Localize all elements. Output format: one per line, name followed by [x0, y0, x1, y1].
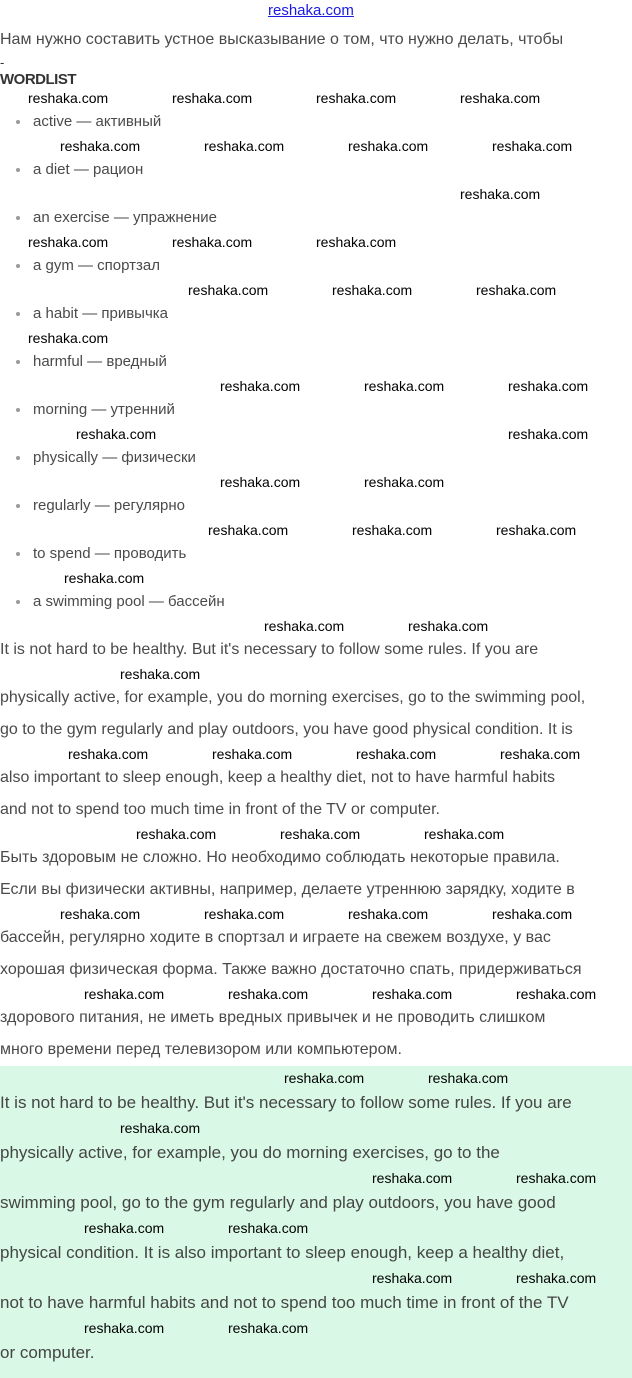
watermark-row	[0, 330, 632, 346]
wordlist-item	[0, 490, 632, 522]
watermark-row	[0, 282, 632, 298]
wordlist-title: WORDLIST	[0, 71, 76, 88]
watermark: reshaka.com	[220, 378, 301, 394]
watermark: reshaka.com	[188, 282, 269, 298]
watermark: reshaka.com	[352, 522, 433, 538]
russian-line: здорового питания, не иметь вредных привычек и не проводить слишком	[0, 1009, 546, 1026]
watermark: reshaka.com	[356, 746, 437, 762]
watermark: reshaka.com	[372, 1170, 453, 1186]
watermark: reshaka.com	[496, 522, 577, 538]
watermark: reshaka.com	[364, 474, 445, 490]
watermark: reshaka.com	[460, 186, 541, 202]
watermark: reshaka.com	[68, 746, 149, 762]
watermark: reshaka.com	[220, 474, 301, 490]
watermark-row	[0, 618, 632, 634]
answer-line: or computer.	[0, 1343, 95, 1362]
russian-line: хорошая физическая форма. Также важно достаточно спать, придерживаться	[0, 961, 582, 978]
bullet-icon	[16, 216, 20, 220]
watermark: reshaka.com	[228, 1320, 309, 1336]
content	[0, 24, 632, 1378]
russian-line: Быть здоровым не сложно. Но необходимо соблюдать некоторые правила.	[0, 849, 560, 866]
watermark-row	[0, 1320, 632, 1336]
watermark-row	[0, 186, 632, 202]
watermark: reshaka.com	[228, 1220, 309, 1236]
watermark-row	[0, 1270, 632, 1286]
english-line: and not to spend too much time in front of the TV or computer.	[0, 801, 440, 818]
wordlist-item-text: physically — физически	[33, 449, 196, 466]
watermark-row	[0, 986, 632, 1002]
watermark: reshaka.com	[476, 282, 557, 298]
watermark: reshaka.com	[508, 426, 589, 442]
wordlist-item	[0, 202, 632, 234]
wordlist-item-text: active — активный	[33, 113, 162, 130]
watermark: reshaka.com	[60, 906, 141, 922]
bullet-icon	[16, 264, 20, 268]
answer-block	[0, 1066, 632, 1378]
watermark: reshaka.com	[500, 746, 581, 762]
watermark: reshaka.com	[280, 826, 361, 842]
watermark: reshaka.com	[76, 426, 157, 442]
bullet-icon	[16, 456, 20, 460]
wordlist-item	[0, 298, 632, 330]
answer-line: It is not hard to be healthy. But it's necessary to follow some rules. If you are	[0, 1093, 572, 1112]
watermark: reshaka.com	[408, 618, 489, 634]
wordlist-item-text: regularly — регулярно	[33, 497, 186, 514]
watermark-row	[0, 90, 632, 106]
answer-line: not to have harmful habits and not to spend too much time in front of the TV	[0, 1293, 569, 1312]
wordlist-item-text: a swimming pool — бассейн	[33, 593, 225, 610]
watermark: reshaka.com	[136, 826, 217, 842]
watermark: reshaka.com	[428, 1070, 509, 1086]
watermark-row	[0, 378, 632, 394]
watermark: reshaka.com	[332, 282, 413, 298]
watermark: reshaka.com	[348, 138, 429, 154]
watermark-row	[0, 666, 632, 682]
site-link[interactable]: reshaka.com	[268, 2, 354, 19]
russian-line: бассейн, регулярно ходите в спортзал и играете на свежем воздухе, у вас	[0, 929, 551, 946]
wordlist-item-text: a habit — привычка	[33, 305, 169, 322]
watermark: reshaka.com	[120, 1120, 201, 1136]
wordlist-item-text: morning — утренний	[33, 401, 175, 418]
watermark-row	[0, 746, 632, 762]
answer-line: swimming pool, go to the gym regularly and play outdoors, you have good	[0, 1193, 556, 1212]
english-line: physically active, for example, you do morning exercises, go to the swimming pool,	[0, 689, 586, 706]
watermark: reshaka.com	[228, 986, 309, 1002]
watermark-row	[0, 570, 632, 586]
bullet-icon	[16, 312, 20, 316]
watermark: reshaka.com	[492, 906, 573, 922]
watermark: reshaka.com	[316, 234, 397, 250]
watermark: reshaka.com	[424, 826, 505, 842]
bullet-icon	[16, 360, 20, 364]
watermark: reshaka.com	[264, 618, 345, 634]
watermark-row	[0, 522, 632, 538]
bullet-icon	[16, 600, 20, 604]
watermark: reshaka.com	[348, 906, 429, 922]
bullet-icon	[16, 120, 20, 124]
watermark: reshaka.com	[516, 1270, 597, 1286]
watermark: reshaka.com	[84, 1320, 165, 1336]
english-line: also important to sleep enough, keep a healthy diet, not to have harmful habits	[0, 769, 556, 786]
watermark-row	[0, 826, 632, 842]
bullet-icon	[16, 168, 20, 172]
wordlist-item-text: a gym — спортзал	[33, 257, 161, 274]
watermark: reshaka.com	[84, 986, 165, 1002]
english-line: go to the gym regularly and play outdoors, you have good physical condition. It is	[0, 721, 573, 738]
watermark: reshaka.com	[516, 986, 597, 1002]
russian-line: Если вы физически активны, например, делаете утреннюю зарядку, ходите в	[0, 881, 575, 898]
wordlist-item	[0, 154, 632, 186]
wordlist-item	[0, 106, 632, 138]
wordlist-item-text: to spend — проводить	[33, 545, 187, 562]
watermark-row	[0, 1220, 632, 1236]
wordlist-item-text: an exercise — упражнение	[33, 209, 218, 226]
watermark-row	[0, 1170, 632, 1186]
watermark: reshaka.com	[60, 138, 141, 154]
watermark: reshaka.com	[364, 378, 445, 394]
watermark: reshaka.com	[208, 522, 289, 538]
wordlist-item	[0, 346, 632, 378]
watermark: reshaka.com	[508, 378, 589, 394]
watermark: reshaka.com	[84, 1220, 165, 1236]
watermark: reshaka.com	[372, 1270, 453, 1286]
watermark-row	[0, 1070, 632, 1086]
watermark: reshaka.com	[212, 746, 293, 762]
watermark-row	[0, 1120, 632, 1136]
watermark: reshaka.com	[492, 138, 573, 154]
watermark: reshaka.com	[372, 986, 453, 1002]
watermark: reshaka.com	[172, 90, 253, 106]
watermark: reshaka.com	[516, 1170, 597, 1186]
watermark: reshaka.com	[460, 90, 541, 106]
watermark: reshaka.com	[120, 666, 201, 682]
watermark: reshaka.com	[64, 570, 145, 586]
watermark-row	[0, 474, 632, 490]
watermark: reshaka.com	[28, 330, 109, 346]
wordlist-item	[0, 250, 632, 282]
watermark: reshaka.com	[204, 138, 285, 154]
watermark-row	[0, 234, 632, 250]
bullet-icon	[16, 504, 20, 508]
english-line: It is not hard to be healthy. But it's necessary to follow some rules. If you are	[0, 641, 539, 658]
wordlist-item	[0, 538, 632, 570]
watermark-row	[0, 906, 632, 922]
watermark-row	[0, 138, 632, 154]
wordlist-item	[0, 394, 632, 426]
watermark: reshaka.com	[204, 906, 285, 922]
dash: -	[0, 55, 5, 70]
answer-line: physically active, for example, you do morning exercises, go to the	[0, 1143, 500, 1162]
bullet-icon	[16, 408, 20, 412]
watermark-row	[0, 426, 632, 442]
watermark: reshaka.com	[316, 90, 397, 106]
intro-text: Нам нужно составить устное высказывание о том, что нужно делать, чтобы	[0, 31, 564, 48]
bullet-icon	[16, 552, 20, 556]
watermark: reshaka.com	[28, 234, 109, 250]
watermark: reshaka.com	[28, 90, 109, 106]
answer-line: physical condition. It is also important to sleep enough, keep a healthy diet,	[0, 1243, 565, 1262]
wordlist-item-text: a diet — рацион	[33, 161, 144, 178]
wordlist-item	[0, 586, 632, 618]
top-bar	[0, 0, 632, 24]
wordlist-item	[0, 442, 632, 474]
watermark: reshaka.com	[284, 1070, 365, 1086]
watermark: reshaka.com	[172, 234, 253, 250]
russian-line: много времени перед телевизором или компьютером.	[0, 1041, 402, 1058]
wordlist-item-text: harmful — вредный	[33, 353, 167, 370]
